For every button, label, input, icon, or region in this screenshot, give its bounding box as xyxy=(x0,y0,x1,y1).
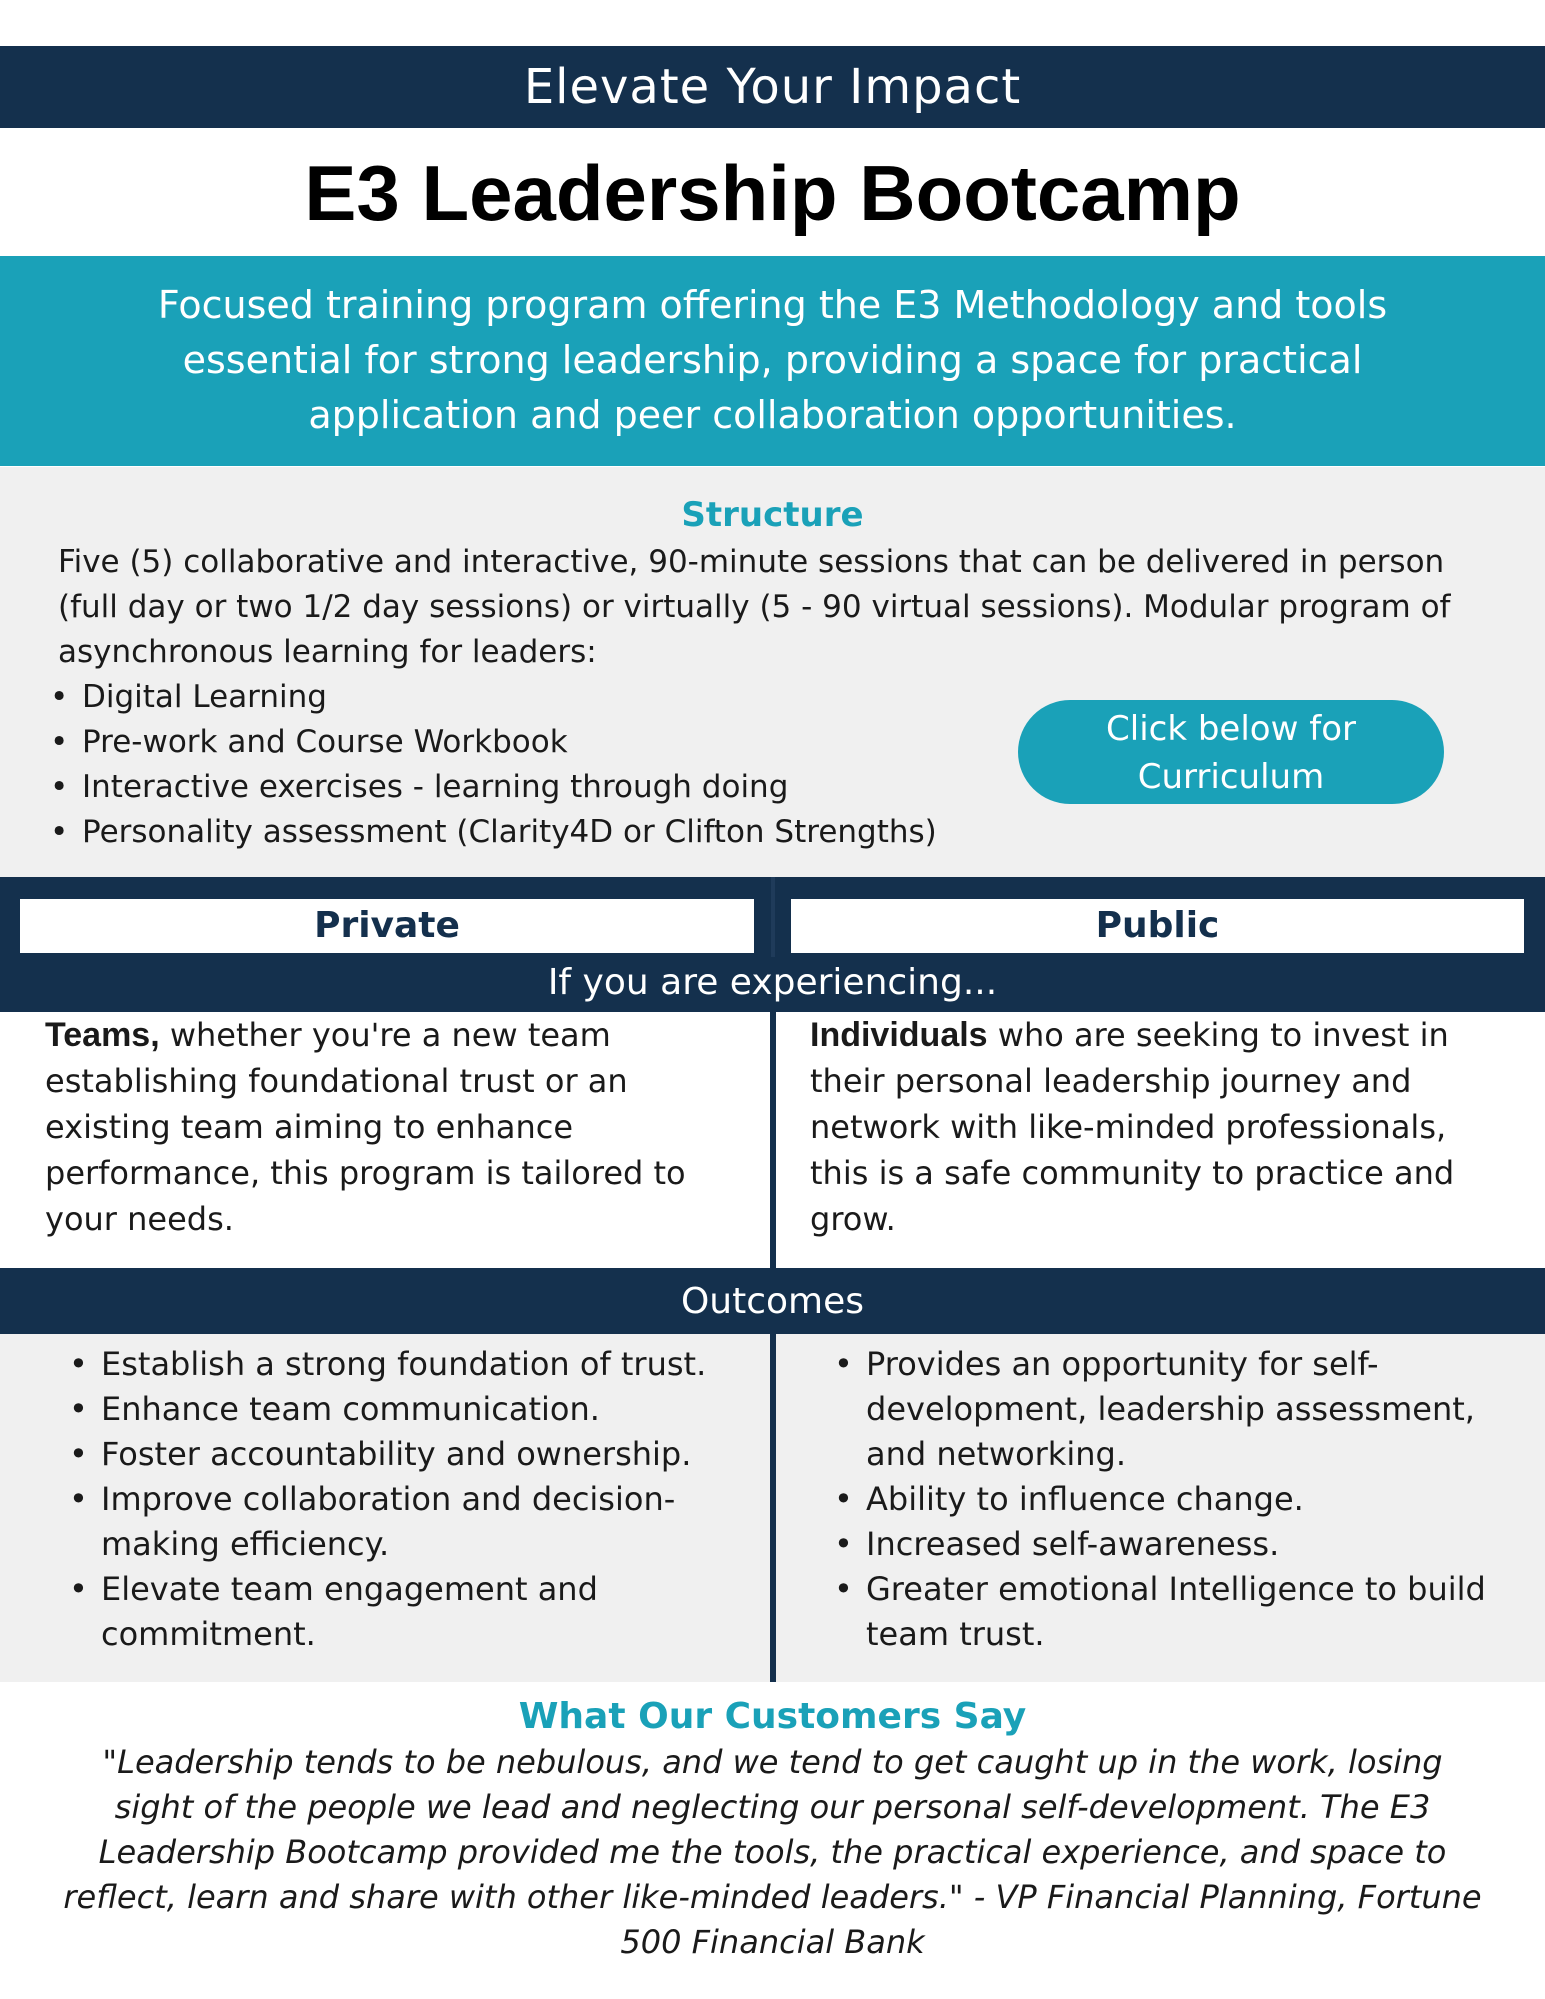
list-item: • Establish a strong foundation of trust. xyxy=(101,1342,741,1387)
structure-heading: Structure xyxy=(681,495,864,535)
outcomes-banner xyxy=(0,1268,1545,1334)
public-lead: Individuals xyxy=(810,1016,988,1054)
list-item: • Ability to influence change. xyxy=(866,1477,1526,1522)
list-item: • Interactive exercises - learning through doing xyxy=(82,765,937,810)
structure-section xyxy=(0,467,1545,877)
list-item: • Pre-work and Course Workbook xyxy=(82,720,937,765)
list-item: • Foster accountability and ownership. xyxy=(101,1432,741,1477)
public-outcomes-list xyxy=(866,1342,1526,1657)
tab-private: Private xyxy=(20,899,754,953)
intro-banner xyxy=(0,256,1545,466)
intro-text: Focused training program offering the E3 Methodology and tools essential for strong leadership, providing a space for practical application and peer collaboration opportunities. xyxy=(157,283,1388,437)
outcomes-section xyxy=(0,1334,1545,1682)
tab-public: Public xyxy=(791,899,1524,953)
page-title: E3 Leadership Bootcamp xyxy=(304,149,1241,237)
private-outcomes-list xyxy=(101,1342,741,1657)
private-text: whether you're a new team establishing foundational trust or an existing team aiming to enhance performance, this program is tailored to your needs. xyxy=(45,1016,686,1238)
kicker-text: Elevate Your Impact xyxy=(523,59,1022,115)
kicker-banner xyxy=(0,46,1545,128)
experiencing-heading: If you are experiencing... xyxy=(547,962,998,1003)
curriculum-button[interactable] xyxy=(1018,700,1444,804)
list-item: • Elevate team engagement and commitment. xyxy=(101,1567,741,1657)
public-outcomes xyxy=(866,1342,1526,1657)
outcomes-heading: Outcomes xyxy=(680,1280,865,1322)
public-description xyxy=(810,1012,1500,1242)
list-item: • Provides an opportunity for self-development, leadership assessment, and networking. xyxy=(866,1342,1526,1477)
private-lead: Teams, xyxy=(45,1016,160,1054)
audience-tabs xyxy=(0,877,1545,1012)
list-item: • Digital Learning xyxy=(82,675,937,720)
testimonial-heading: What Our Customers Say xyxy=(518,1696,1027,1737)
list-item: • Improve collaboration and decision-making efficiency. xyxy=(101,1477,741,1567)
column-divider xyxy=(770,1334,776,1682)
structure-list xyxy=(82,675,937,855)
list-item: • Enhance team communication. xyxy=(101,1387,741,1432)
testimonial-quote: "Leadership tends to be nebulous, and we tend to get caught up in the work, losing sight of the people we lead and neglecting our personal self-development. The E3 Leadership Bootcamp provided me the tools, the practical experience, and space to reflect, learn and share with other like-minded leaders." - VP Financial Planning, Fortune 500 Financial Bank xyxy=(63,1743,1482,1961)
private-outcomes xyxy=(101,1342,741,1657)
tab-divider xyxy=(771,877,775,957)
column-divider xyxy=(770,1012,776,1268)
curriculum-button-label: Click below for Curriculum xyxy=(1106,709,1356,797)
list-item: • Personality assessment (Clarity4D or Clifton Strengths) xyxy=(82,810,937,855)
list-item: • Increased self-awareness. xyxy=(866,1522,1526,1567)
private-description xyxy=(45,1012,745,1242)
structure-body: Five (5) collaborative and interactive, 90-minute sessions that can be delivered in person (full day or two 1/2 day sessions) or virtually (5 - 90 virtual sessions). Modular program of asynchronous learning for leaders: xyxy=(58,544,1451,670)
list-item: • Greater emotional Intelligence to build team trust. xyxy=(866,1567,1526,1657)
public-text: who are seeking to invest in their personal leadership journey and network with like-minded professionals, this is a safe community to practice and grow. xyxy=(810,1016,1455,1238)
